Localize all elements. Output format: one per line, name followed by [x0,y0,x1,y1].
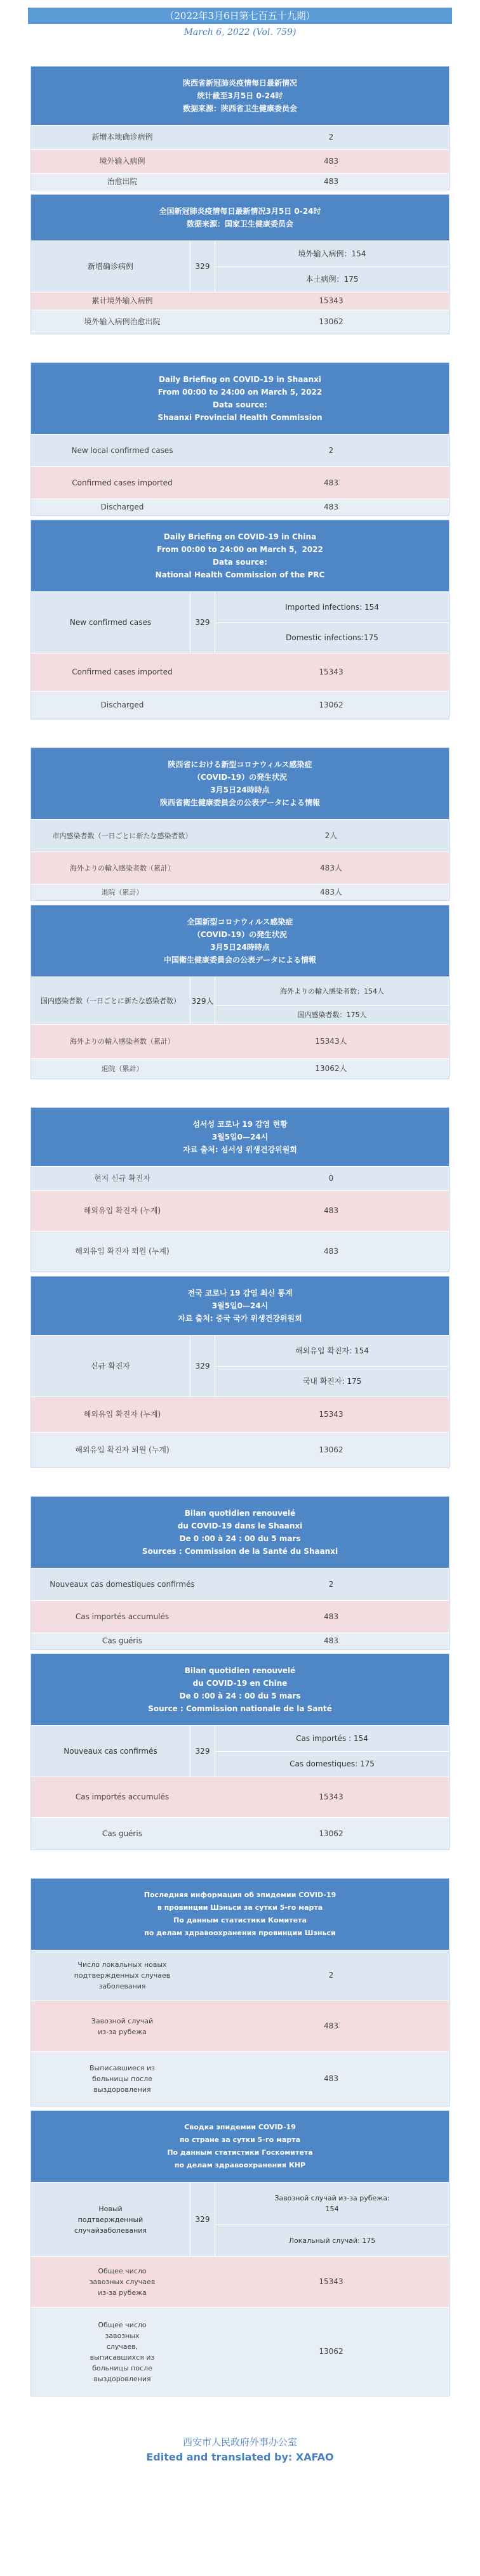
table-row [31,173,449,190]
table-row [31,2307,449,2396]
heading-line: Daily Briefing on COVID-19 in China [163,532,317,541]
row-value: 15343 [319,1792,343,1801]
row-value: 483 [324,157,338,166]
heading-line: 数据来源：国家卫生健康委员会 [186,220,293,228]
heading-line: 全国新型コロナウィルス感染症 [187,917,293,926]
table-row [31,884,449,900]
heading-line: по стране за сутки 5-го марта [179,2136,301,2144]
table-row [31,2256,449,2307]
table-row [31,819,449,851]
heading-line: 자료 출처: 중국 국가 위생건강위원회 [178,1314,302,1323]
table-row [31,1231,449,1272]
fr-shaanxi-card [30,1496,450,1650]
row-label: Confirmed cases imported [72,667,173,676]
row-value: 483 [324,1636,338,1645]
heading-line: From 00:00 to 24:00 on March 5, 2022 [157,388,323,397]
new-cases-total: 329 [190,241,215,292]
local-count: 국내 확진자: 175 [215,1366,449,1396]
row-label: 新增本地确诊病例 [91,133,153,141]
row-value: 483 [324,177,338,186]
table-row [31,2001,449,2051]
table-row [31,851,449,884]
table-row [31,1950,449,2001]
row-label: Discharged [100,700,144,709]
row-label: 현지 신규 확진자 [94,1174,150,1183]
section-chinese [0,66,480,334]
imported-count: 海外よりの輸入感染者数：154人 [280,987,384,996]
row-label: 해외유입 확진자 퇴원 (누계) [75,1445,170,1454]
local-count: Domestic infections:175 [215,622,449,653]
row-label: New local confirmed cases [71,445,173,455]
new-cases-row [31,591,449,653]
heading-line: 전국 코로나 19 감염 최신 통계 [187,1289,293,1298]
row-label: Выписавшиеся из больницы после выздоровления [90,2064,155,2094]
heading-line: Data source: [213,400,267,409]
zh-shaanxi-card [30,66,450,190]
row-label: 退院（累計） [101,1065,143,1073]
ja-national-card [30,905,450,1079]
row-value: 13062 [319,2347,343,2356]
table-row [31,1568,449,1600]
new-cases-label: 国内感染者数（一日ごとに新たな感染者数） [41,996,180,1005]
heading-line: 자료 출처: 섬서성 위생건강위원회 [183,1145,297,1154]
local-count: 本土病例：175 [215,266,449,292]
heading-line: National Health Commission of the PRC [155,570,325,579]
heading-line: по делам здравоохранения КНР [174,2161,306,2169]
heading-line: 섬서성 코로나 19 감염 현황 [192,1120,288,1129]
new-cases-label: 신규 확진자 [91,1361,130,1370]
heading-line: （COVID-19）の発生状況 [192,930,288,939]
heading-line: du COVID-19 en Chine [192,1679,288,1688]
ja-shaanxi-heading [31,748,449,819]
table-row [31,125,449,149]
zh-national-heading [31,195,449,240]
heading-line: 3월5일0—24시 [211,1133,269,1141]
table-row [31,1777,449,1817]
local-count: Локальный случай: 175 [215,2224,449,2256]
heading-line: 中国衛生健康委員会の公表データによる情報 [163,956,316,964]
row-label: 境外输入病例 [99,157,145,166]
row-value: 483 [324,1206,338,1215]
heading-line: 3月5日24時時点 [210,785,270,794]
new-cases-breakdown [215,1726,449,1777]
heading-line: 数据来源：陕西省卫生健康委员会 [182,104,297,113]
table-row [31,434,449,466]
ru-shaanxi-heading [31,1879,449,1950]
fr-national-card [30,1653,450,1850]
row-label: Nouveaux cas domestiques confirmés [50,1579,195,1589]
en-national-card [30,520,450,720]
table-row [31,310,449,334]
row-label: 해외유입 확진자 (누계) [83,1410,161,1419]
new-cases-total: 329人 [190,977,215,1024]
heading-line: Сводка эпидемии COVID-19 [184,2123,296,2131]
row-value: 2 [328,445,334,455]
section-english [0,362,480,720]
footer-org: 西安市人民政府外事办公室 [182,2436,297,2448]
table-row [31,1432,449,1468]
imported-count: Завозной случай из-за рубежа: 154 [274,2194,390,2213]
new-cases-row [31,976,449,1024]
local-count: Cas domestiques: 175 [215,1751,449,1777]
heading-line: 3월5일0—24시 [211,1301,269,1310]
new-cases-row [31,2182,449,2256]
new-cases-label: New confirmed cases [69,617,152,627]
heading-line: в провинции Шэньси за сутки 5-го марта [157,1903,323,1912]
row-label: 해외유입 확진자 (누계) [83,1206,161,1215]
section-japanese [0,747,480,1079]
row-value: 15343 [319,667,343,676]
section-russian [0,1878,480,2396]
row-label: Общее число завозных случаев, выписавшихся из больницы после выздоровления [90,2320,155,2383]
table-row [31,499,449,515]
heading-line: 全国新冠肺炎疫情每日最新情况3月5日 0-24时 [159,207,321,216]
table-row [31,466,449,499]
section-french [0,1496,480,1850]
new-cases-label: Новый подтвержденный случайзаболевания [74,2204,147,2235]
new-cases-total: 329 [190,592,215,653]
heading-line: 陝西省における新型コロナウィルス感染症 [168,760,312,769]
heading-line: 陝西省衛生健康委員会の公表データによる情報 [159,798,320,807]
imported-count: Cas importés : 154 [296,1733,368,1743]
row-label: Confirmed cases imported [72,478,173,487]
table-row [31,1817,449,1850]
ko-shaanxi-heading [31,1108,449,1166]
row-value: 483人 [320,863,342,872]
heading-line: From 00:00 to 24:00 on March 5，2022 [157,545,323,554]
row-value: 2人 [324,831,338,840]
heading-line: De 0 :00 à 24 : 00 du 5 mars [179,1692,301,1700]
ja-national-heading [31,905,449,976]
row-label: 退院（累計） [101,888,143,897]
row-value: 15343 [319,1410,343,1419]
new-cases-row [31,1725,449,1777]
row-value: 483 [324,1247,338,1256]
heading-line: （COVID-19）の発生状況 [192,773,288,782]
row-value: 13062 [319,317,343,326]
ru-shaanxi-card [30,1878,450,2106]
footer [0,2435,480,2465]
new-cases-label: 新增确诊病例 [87,261,133,271]
fr-shaanxi-heading [31,1497,449,1568]
row-value: 13062人 [315,1064,347,1073]
ko-national-heading [31,1277,449,1335]
issue-subtitle: March 6, 2022 (Vol. 759) [183,27,297,37]
zh-national-card [30,194,450,334]
imported-count: 해외유입 확진자: 154 [295,1346,369,1355]
heading-line: Source : Commission nationale de la Santé [148,1704,332,1713]
heading-line: Bilan quotidien renouvelé [184,1509,296,1518]
row-label: Cas guéris [102,1636,142,1645]
imported-count: Imported infections: 154 [285,602,379,612]
row-label: 境外输入病例治愈出院 [84,317,161,326]
heading-line: De 0 :00 à 24 : 00 du 5 mars [179,1534,301,1543]
row-value: 15343 [319,2277,343,2286]
row-value: 483 [324,478,338,487]
row-value: 13062 [319,1445,343,1454]
table-row [31,1600,449,1633]
row-label: 市内感染者数（一日ごとに新たな感染者数） [52,831,192,840]
footer-credit: Edited and translated by: XAFAO [146,2451,334,2463]
new-cases-total: 329 [190,1726,215,1777]
row-label: 海外よりの輸入感染者数（累計） [70,1037,175,1046]
ja-shaanxi-card [30,747,450,901]
row-value: 15343人 [315,1037,347,1046]
row-label: Завозной случай из-за рубежа [91,2016,154,2036]
row-label: Общее число завозных случаев из-за рубежа [89,2267,156,2297]
heading-line: 陕西省新冠肺炎疫情每日最新情况 [182,79,297,88]
table-row [31,1190,449,1231]
ko-national-card [30,1276,450,1468]
imported-count: 境外输入病例：154 [298,249,366,258]
table-row [31,1633,449,1649]
row-label: Discharged [100,503,144,511]
table-row [31,149,449,173]
heading-line: 统计截至3月5日 0-24时 [197,91,283,100]
new-cases-breakdown [215,2183,449,2256]
heading-line: Sources : Commission de la Santé du Shaanxi [142,1547,338,1556]
issue-header [28,8,452,41]
heading-line: Data source: [213,558,267,567]
row-value: 0 [328,1174,334,1183]
section-korean [0,1107,480,1468]
en-shaanxi-card [30,362,450,516]
table-row [31,292,449,310]
heading-line: Daily Briefing on COVID-19 in Shaanxi [159,375,321,384]
new-cases-total: 329 [190,2183,215,2256]
table-row [31,2051,449,2106]
en-national-heading [31,520,449,591]
new-cases-breakdown [215,977,449,1024]
heading-line: По данным статистики Госкомитета [167,2148,313,2157]
heading-line: По данным статистики Комитета [173,1916,307,1924]
row-value: 13062 [319,700,343,709]
row-label: Cas importés accumulés [75,1792,170,1801]
heading-line: du COVID-19 dans le Shaanxi [177,1521,303,1530]
row-label: Cas importés accumulés [75,1612,170,1621]
zh-shaanxi-heading [31,67,449,125]
heading-line: Последняя информация об эпидемии COVID-19 [143,1891,337,1899]
new-cases-breakdown [215,592,449,653]
row-label: 治愈出院 [107,177,138,186]
ru-national-heading [31,2111,449,2182]
issue-title: （2022年3月6日第七百五十九期） [28,8,452,24]
new-cases-row [31,240,449,292]
row-value: 2 [328,1971,334,1980]
row-value: 13062 [319,1829,343,1838]
heading-line: по делам здравоохранения провинции Шэньси [144,1929,336,1937]
table-row [31,653,449,691]
row-value: 483 [324,2021,338,2030]
row-value: 483人 [320,888,342,897]
row-label: Cas guéris [102,1829,142,1838]
new-cases-row [31,1335,449,1396]
heading-line: Bilan quotidien renouvelé [184,1666,296,1675]
new-cases-label: Nouveaux cas confirmés [63,1746,157,1756]
ko-shaanxi-card [30,1107,450,1272]
fr-national-heading [31,1654,449,1725]
table-row [31,1024,449,1058]
row-value: 483 [324,1612,338,1621]
row-label: Число локальных новых подтвержденных случаев заболевания [74,1961,171,1990]
local-count: 国内感染者数：175人 [215,1005,449,1024]
table-row [31,691,449,719]
row-label: 해외유입 확진자 퇴원 (누계) [75,1247,170,1256]
en-shaanxi-heading [31,363,449,434]
table-row [31,1058,449,1079]
new-cases-breakdown [215,1336,449,1396]
row-value: 483 [324,503,338,511]
heading-line: 3月5日24時時点 [210,943,270,952]
heading-line: Shaanxi Provincial Health Commission [157,413,323,422]
new-cases-breakdown [215,241,449,292]
ru-national-card [30,2110,450,2396]
row-label: 累计境外输入病例 [91,296,153,305]
table-row [31,1166,449,1190]
row-value: 2 [328,133,334,141]
row-label: 海外よりの輸入感染者数（累計） [70,864,175,872]
row-value: 2 [328,1579,334,1589]
new-cases-total: 329 [190,1336,215,1396]
row-value: 483 [324,2074,338,2083]
row-value: 15343 [319,296,343,305]
table-row [31,1396,449,1432]
